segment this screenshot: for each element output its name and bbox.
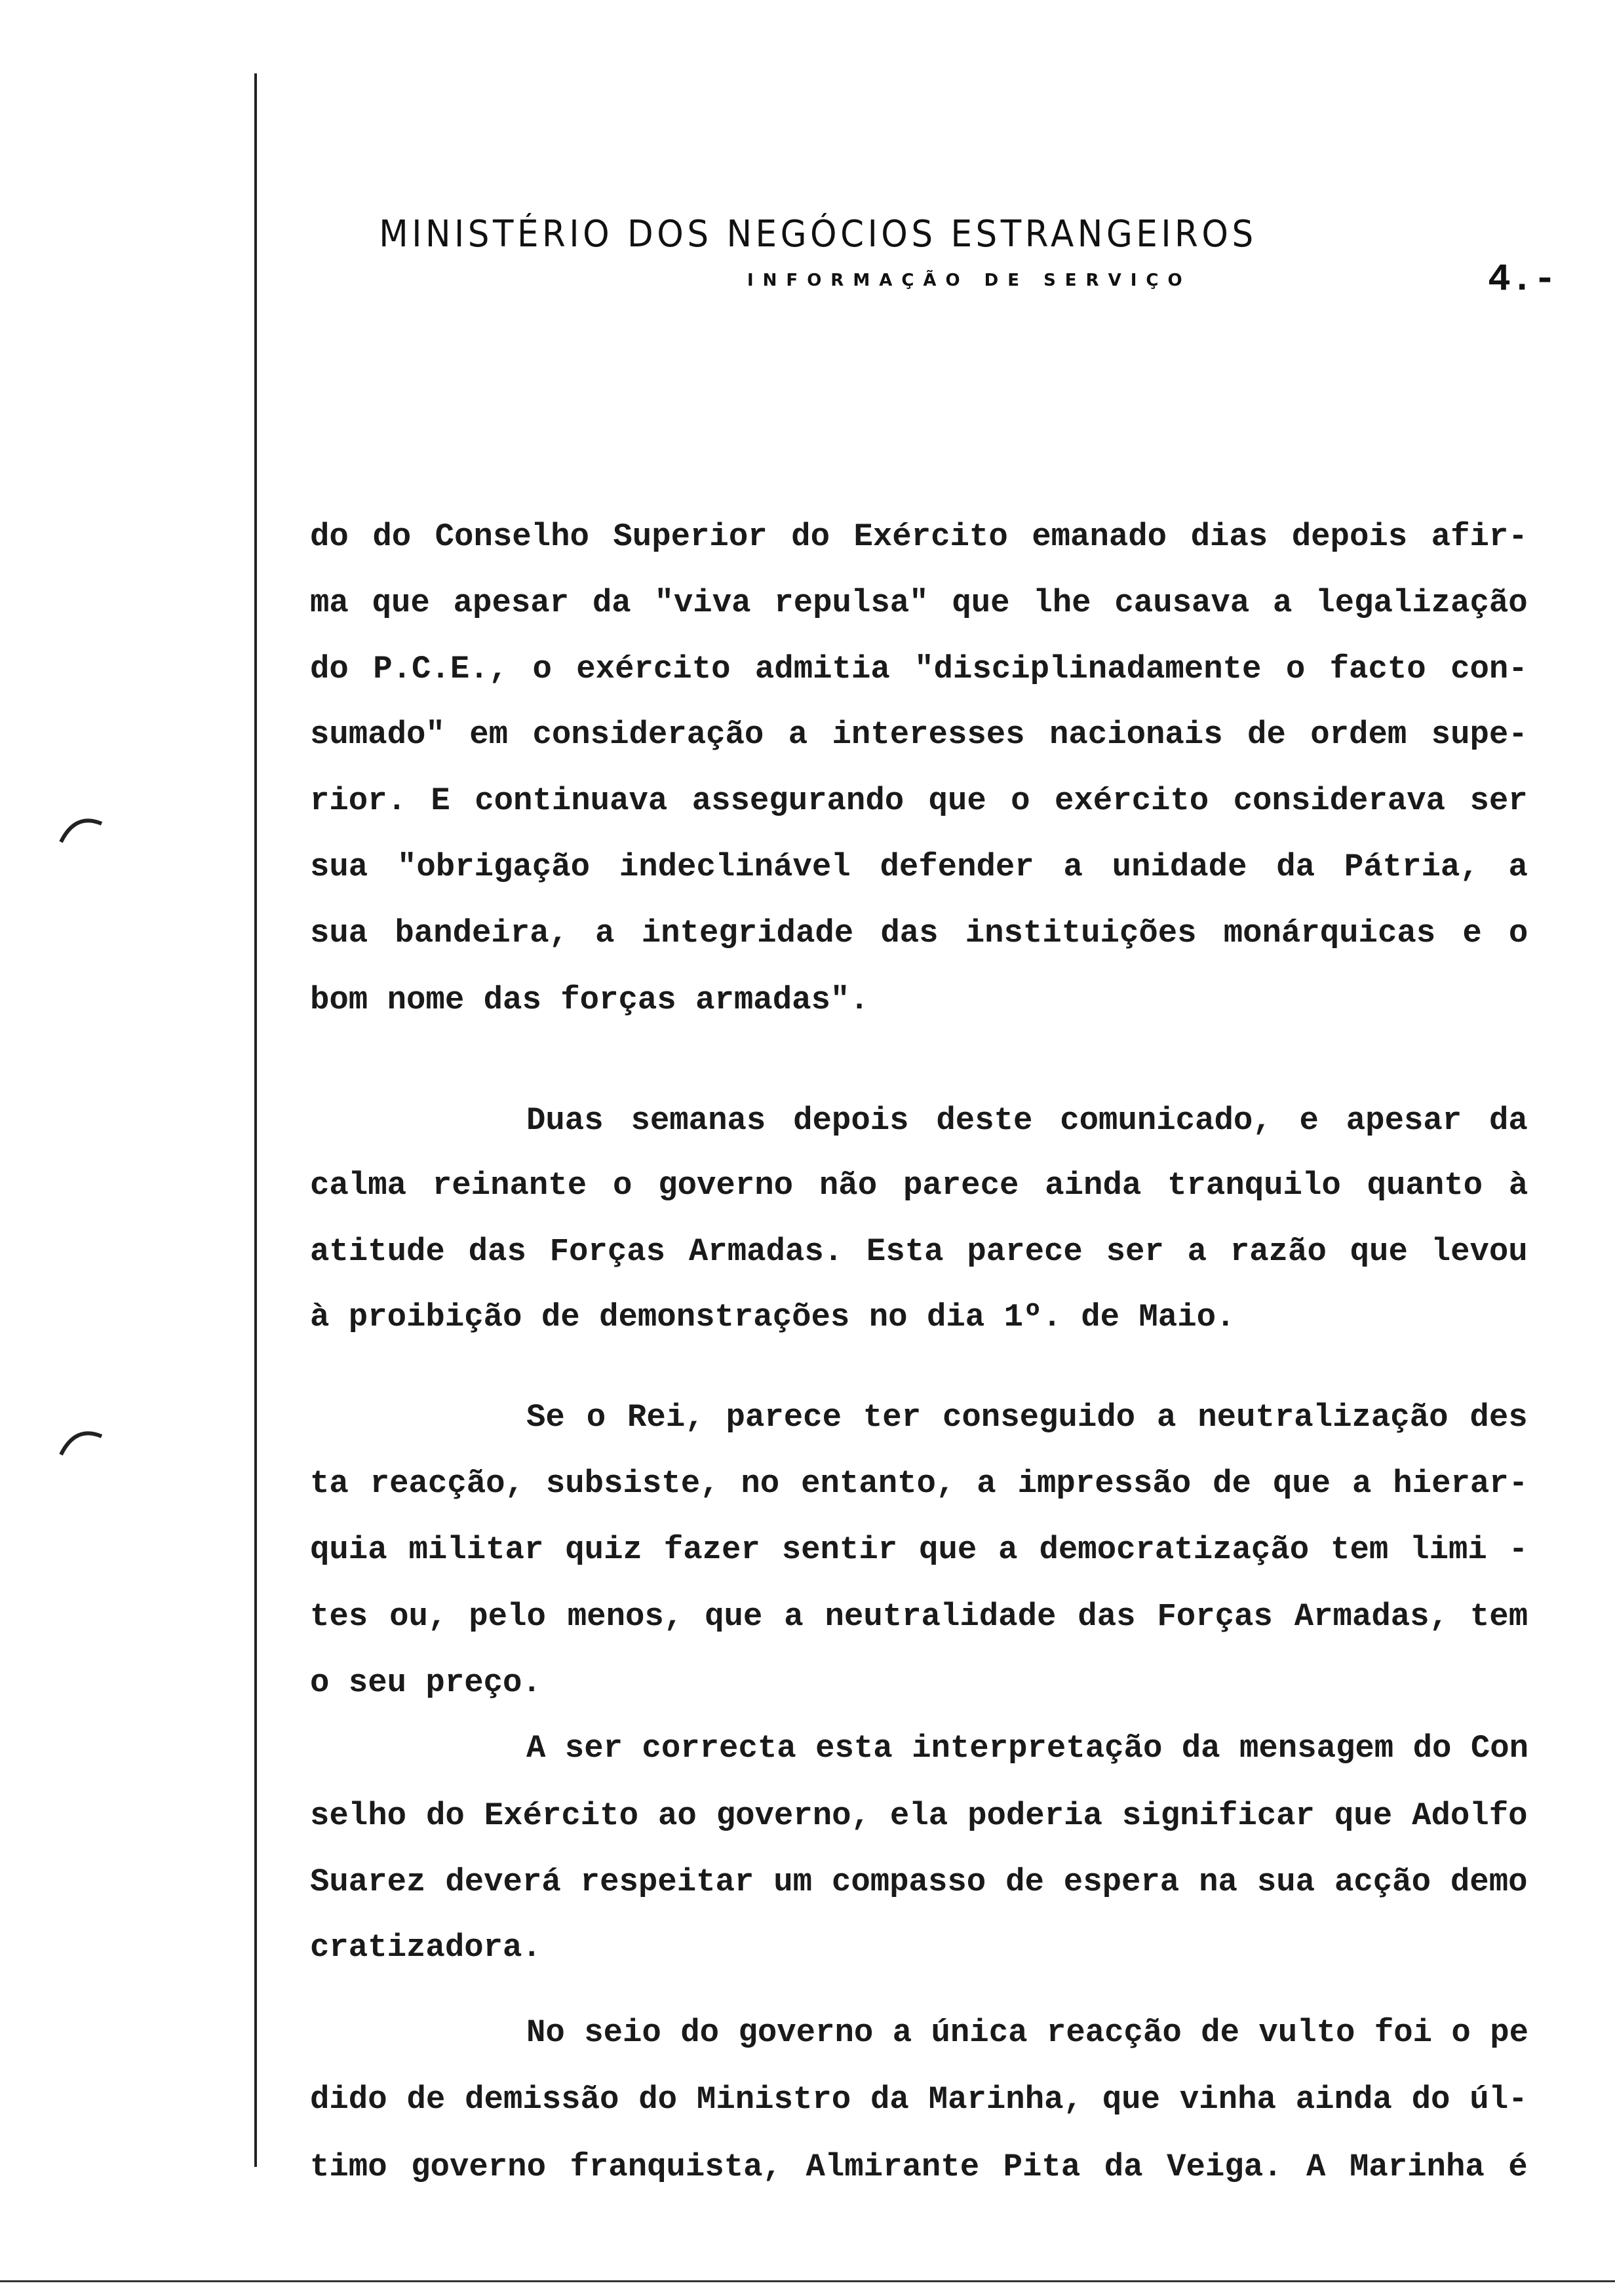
paragraph-first-line: Duas semanas depois deste comunicado, e apesar da bbox=[526, 1102, 1528, 1139]
text-line: sua bandeira, a integridade das instituições monárquicas e o bbox=[310, 915, 1528, 951]
text-line: bom nome das forças armadas". bbox=[310, 982, 869, 1018]
text-line: o seu preço. bbox=[310, 1664, 541, 1701]
text-line: timo governo franquista, Almirante Pita da Veiga. A Marinha é bbox=[310, 2149, 1528, 2185]
text-line: sumado" em consideração a interesses nacionais de ordem supe- bbox=[310, 716, 1528, 753]
text-line: do do Conselho Superior do Exército emanado dias depois afir- bbox=[310, 518, 1528, 555]
text-line: sua "obrigação indeclinável defender a unidade da Pátria, a bbox=[310, 849, 1528, 885]
punch-hole-mark-icon bbox=[56, 809, 108, 849]
text-line: selho do Exército ao governo, ela poderia significar que Adolfo bbox=[310, 1797, 1528, 1834]
text-line: à proibição de demonstrações no dia 1º. de Maio. bbox=[310, 1299, 1236, 1335]
paragraph-first-line: Se o Rei, parece ter conseguido a neutralização des bbox=[526, 1399, 1528, 1436]
paragraph-first-line: A ser correcta esta interpretação da mensagem do Con bbox=[526, 1730, 1529, 1767]
left-margin-rule bbox=[254, 73, 257, 2167]
text-line: tes ou, pelo menos, que a neutralidade das Forças Armadas, tem bbox=[310, 1598, 1528, 1635]
text-line: rior. E continuava assegurando que o exército considerava ser bbox=[310, 782, 1528, 819]
paragraph-first-line: No seio do governo a única reacção de vulto foi o pe bbox=[526, 2014, 1529, 2051]
punch-hole-mark-icon bbox=[56, 1422, 108, 1461]
page-number: 4.- bbox=[1488, 259, 1557, 301]
bottom-edge-rule bbox=[0, 2280, 1615, 2282]
text-line: atitude das Forças Armadas. Esta parece ser a razão que levou bbox=[310, 1233, 1528, 1270]
letterhead-subtitle: INFORMAÇÃO DE SERVIÇO bbox=[747, 271, 1192, 290]
text-line: do P.C.E., o exército admitia "disciplinadamente o facto con- bbox=[310, 651, 1528, 687]
text-line: cratizadora. bbox=[310, 1929, 541, 1966]
text-line: ta reacção, subsiste, no entanto, a impressão de que a hierar- bbox=[310, 1465, 1528, 1502]
text-line: Suarez deverá respeitar um compasso de espera na sua acção demo bbox=[310, 1864, 1528, 1900]
letterhead-title: MINISTÉRIO DOS NEGÓCIOS ESTRANGEIROS bbox=[379, 213, 1257, 256]
text-line: quia militar quiz fazer sentir que a democratização tem limi - bbox=[310, 1531, 1528, 1568]
text-line: calma reinante o governo não parece ainda tranquilo quanto à bbox=[310, 1167, 1528, 1204]
text-line: dido de demissão do Ministro da Marinha, que vinha ainda do úl- bbox=[310, 2081, 1528, 2118]
text-line: ma que apesar da "viva repulsa" que lhe causava a legalização bbox=[310, 584, 1528, 621]
